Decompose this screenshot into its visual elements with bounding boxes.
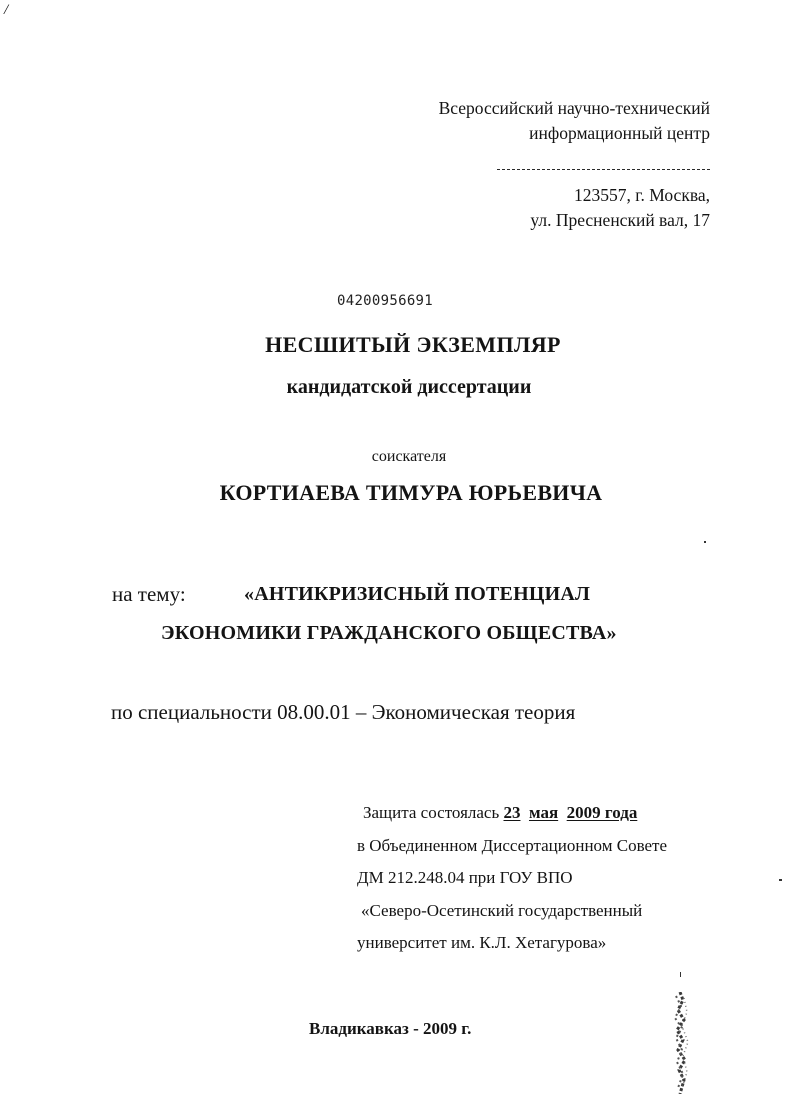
defense-line-2: в Объединенном Диссертационном Совете <box>357 835 668 855</box>
defense-date-line <box>357 797 667 830</box>
page-subtitle: кандидатской диссертации <box>286 376 532 398</box>
address-divider <box>497 169 710 170</box>
defense-day: 23 <box>503 803 521 822</box>
page-title: НЕСШИТЫЙ ЭКЗЕМПЛЯР <box>265 332 561 357</box>
postal-address <box>530 183 710 233</box>
scan-speck <box>779 879 782 881</box>
theme-line-1: «АНТИКРИЗИСНЫЙ ПОТЕНЦИАЛ <box>244 583 591 605</box>
corner-mark: / <box>4 2 9 18</box>
applicant-name: КОРТИАЕВА ТИМУРА ЮРЬЕВИЧА <box>219 480 603 505</box>
org-line-1: Всероссийский научно-технический <box>438 98 710 118</box>
defense-line-5: университет им. К.Л. Хетагурова» <box>357 933 607 952</box>
scan-speck <box>680 972 681 977</box>
defense-month: мая <box>528 803 559 822</box>
org-line-2: информационный центр <box>529 123 710 143</box>
defense-year: 2009 года <box>566 803 638 822</box>
postal-line-1: 123557, г. Москва, <box>574 185 710 205</box>
defense-prefix: Защита состоялась <box>363 803 504 822</box>
binding-edge-artifact <box>664 992 696 1094</box>
postal-line-2: ул. Пресненский вал, 17 <box>530 210 710 230</box>
theme-line-2: ЭКОНОМИКИ ГРАЖДАНСКОГО ОБЩЕСТВА» <box>161 622 617 644</box>
document-code: 04200956691 <box>337 293 434 309</box>
specialty: по специальности 08.00.01 – Экономическая теория <box>111 700 576 724</box>
defense-block <box>357 797 667 960</box>
address-block <box>439 96 710 146</box>
defense-line-3: ДМ 212.248.04 при ГОУ ВПО <box>357 868 573 887</box>
theme-label: на тему: <box>112 582 186 606</box>
scan-speck <box>704 541 706 543</box>
city-year: Владикавказ - 2009 г. <box>309 1019 472 1038</box>
applicant-label: соискателя <box>371 448 447 465</box>
defense-line-4: «Северо-Осетинский государственный <box>361 900 643 920</box>
